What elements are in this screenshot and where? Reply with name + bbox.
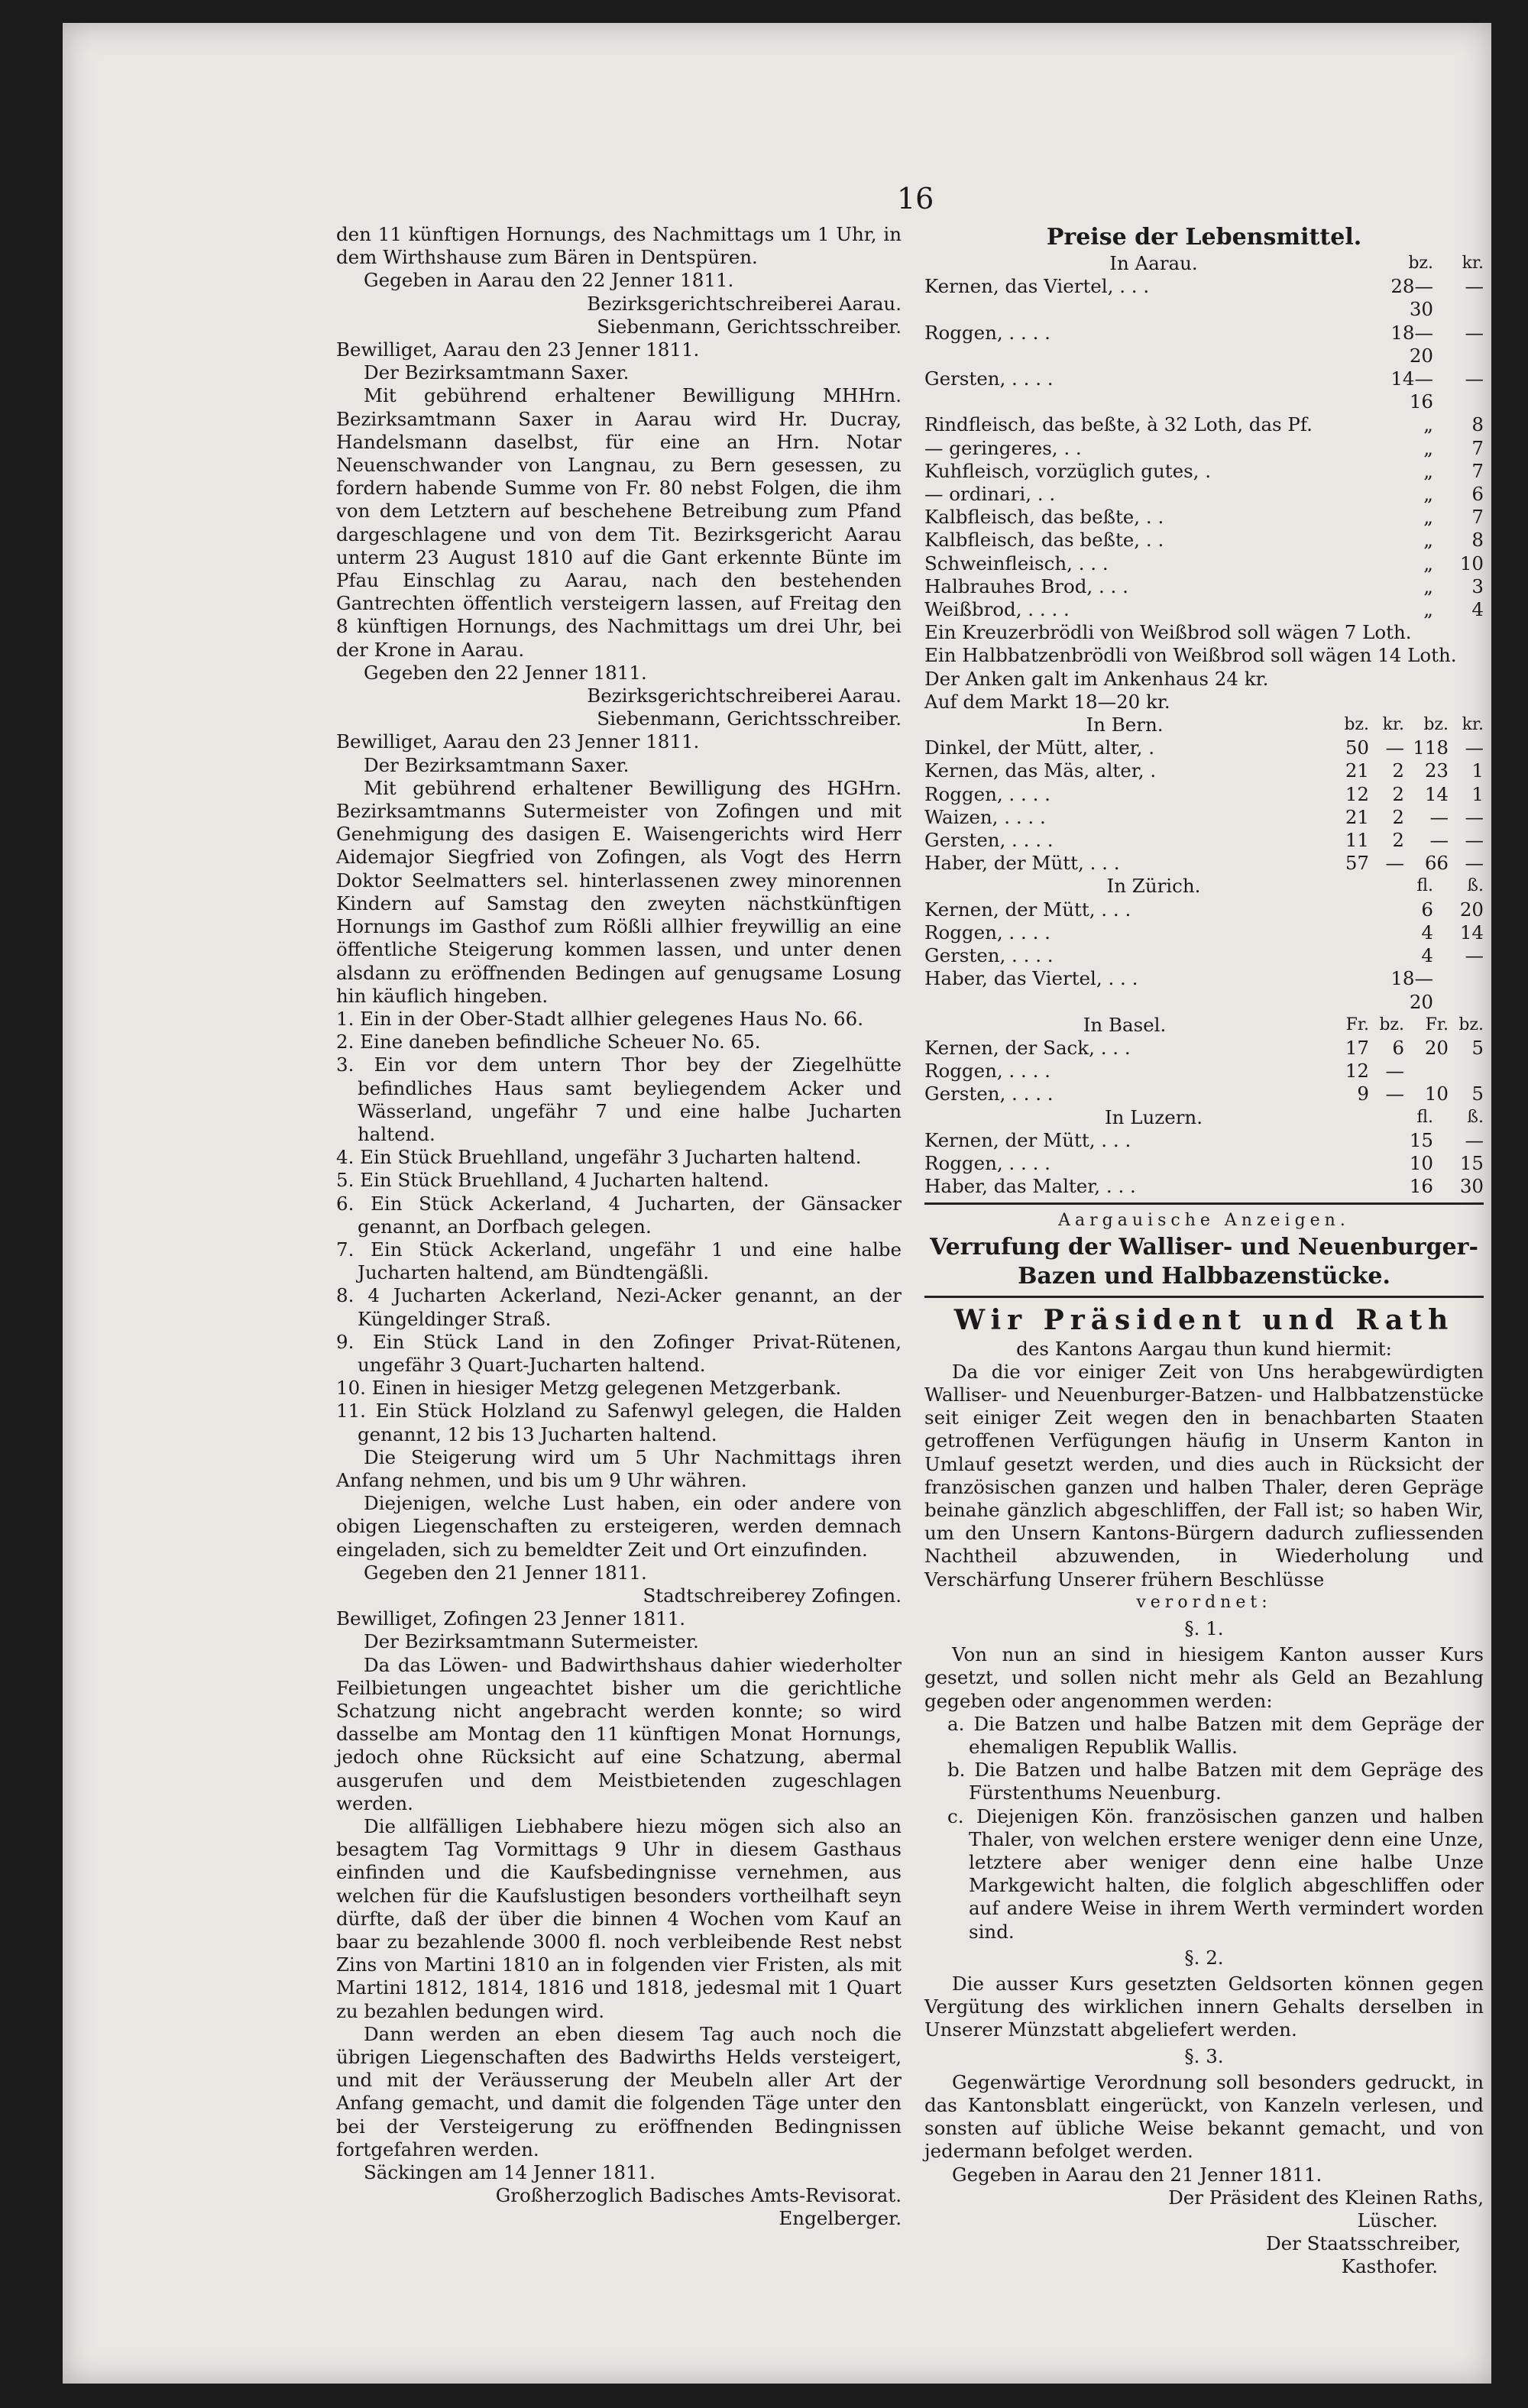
prices-aarau: In Aarau. bz. kr. Kernen, das Viertel, . . . 28—30 — Roggen, . . . . 18—20 — Gersten, . . . . 14—16 — Rindfleisch, das beßte, à 32 Loth, das Pf. „ 8 — geringeres, . . „ 7 Kuhfleisch, vorzüglich gutes, . „ 7 — ordinari, . . „ 6 Kalbfleisch, das beßte, . . „ 7 Kalbfleisch, das beßte, . . „ 8 Schweinfleisch, . . . „ 10 Halbrauhes Brod, . . . „ 3 Weißbrod, . . . . „ 4 Ein Kreuzerbrödli von Weißbrod soll wägen 7 Loth. Ein Halbbatzenbrödli von Weißbrod soll wägen 14 Loth. Der Anken galt im Ankenhaus 24 kr. Auf dem Markt 18—20 kr. <box>924 252 1484 713</box>
section-2-heading: §. 2. <box>1184 1946 1224 1969</box>
price-row <box>924 506 1484 529</box>
price-item: Kernen, der Sack, . . . <box>924 1036 1131 1059</box>
price-row <box>924 1152 1484 1175</box>
prices-basel-head: In Basel. <box>1083 1013 1167 1036</box>
price-item: Waizen, . . . . <box>924 805 1046 828</box>
price-value: 15 <box>1409 1128 1433 1151</box>
price-row <box>924 529 1484 552</box>
paragraph: Großherzoglich Badisches Amts-Revisorat. <box>495 2184 902 2207</box>
price-row <box>924 829 1484 852</box>
price-item: Roggen, . . . . <box>924 321 1050 344</box>
paragraph: Da das Löwen- und Badwirthshaus dahier wiederholter Feilbietungen ungeachtet bisher um die gerichtliche Schatzung nicht angebracht werden konnte; so wird dasselbe am Montag den 11 künftigen Monat Hornungs, jedoch ohne Rücksicht auf eine Schatzung, abermal ausgerufen und dem Meistbietenden zugeschlagen werden. <box>336 1653 902 1814</box>
price-value: 5 <box>1471 1083 1484 1105</box>
price-item: Roggen, . . . . <box>924 1060 1050 1083</box>
price-item: Weißbrod, . . . . <box>924 598 1070 621</box>
list-item: 4. Ein Stück Bruehlland, ungefähr 3 Jucharten haltend. <box>336 1146 862 1169</box>
announcement-verordnet: verordnet: <box>1136 1592 1272 1612</box>
price-value: 18—20 <box>1390 321 1433 367</box>
prices-luzern: In Luzern. fl. ß. Kernen, der Mütt, . . . 15 — Roggen, . . . . 10 15 Haber, das Malter, . . . 16 30 <box>924 1105 1484 1198</box>
price-item: Gersten, . . . . <box>924 829 1054 852</box>
price-value: „ <box>1423 459 1433 482</box>
price-value: 30 <box>1459 1175 1484 1198</box>
price-item: Kuhfleisch, vorzüglich gutes, . <box>924 459 1212 482</box>
list-item: 3. Ein vor dem untern Thor bey der Ziegelhütte befindliches Haus samt beyliegendem Acker und Wässerland, ungefähr 7 und eine halbe Jucharten haltend. <box>336 1054 902 1145</box>
price-value: 4 <box>1421 921 1433 943</box>
price-value: 23 <box>1424 759 1449 782</box>
prices-aarau-head: In Aarau. <box>1109 252 1198 274</box>
prices-title: Preise der Lebensmittel. <box>1046 224 1362 251</box>
price-item: Gersten, . . . . <box>924 367 1054 390</box>
price-value: 21 <box>1345 805 1369 828</box>
price-row <box>924 1060 1484 1083</box>
price-row <box>924 944 1484 967</box>
price-note: Ein Kreuzerbrödli von Weißbrod soll wägen 7 Loth. <box>924 621 1412 644</box>
price-row <box>924 759 1484 782</box>
paragraph: Der Bezirksamtmann Saxer. <box>364 361 630 384</box>
price-note: Ein Halbbatzenbrödli von Weißbrod soll wägen 14 Loth. <box>924 644 1457 667</box>
paragraph: Bewilliget, Aarau den 23 Jenner 1811. <box>336 730 700 753</box>
price-value: 57 <box>1345 852 1369 875</box>
section-title: Aargauische Anzeigen. <box>1058 1211 1350 1231</box>
price-item: Dinkel, der Mütt, alter, . <box>924 736 1154 759</box>
price-item: Halbrauhes Brod, . . . <box>924 574 1128 597</box>
price-row <box>924 322 1484 367</box>
price-value: 4 <box>1471 598 1484 621</box>
section-1-heading: §. 1. <box>1184 1617 1224 1639</box>
price-row <box>924 552 1484 575</box>
paragraph: den 11 künftigen Hornungs, des Nachmittags um 1 Uhr, in dem Wirthshause zum Bären in Dentspüren. <box>336 223 902 269</box>
price-value: 1 <box>1471 759 1484 782</box>
section-3-heading: §. 3. <box>1184 2044 1224 2067</box>
price-item: Haber, das Malter, . . . <box>924 1175 1136 1198</box>
price-value: 28—30 <box>1390 275 1433 321</box>
announcement-title: Verrufung der Walliser- und Neuenburger-Bazen und Halbbazenstücke. <box>930 1233 1478 1290</box>
price-row <box>924 1083 1484 1105</box>
announcement-item: b. Die Batzen und halbe Batzen mit dem Gepräge des Fürstenthums Neuenburg. <box>947 1759 1484 1804</box>
price-value: „ <box>1423 436 1433 459</box>
price-value: — <box>1385 1083 1404 1105</box>
signature-secretary-name: Kasthofer. <box>1341 2255 1438 2278</box>
price-row <box>924 921 1484 944</box>
price-item: Kernen, das Mäs, alter, . <box>924 759 1157 782</box>
paragraph: Siebenmann, Gerichtsschreiber. <box>597 707 902 730</box>
price-value: „ <box>1423 506 1433 529</box>
price-value: 18—20 <box>1390 967 1433 1013</box>
paragraph: Der Bezirksamtmann Sutermeister. <box>364 1630 699 1653</box>
price-row <box>924 367 1484 413</box>
list-item: 11. Ein Stück Holzland zu Safenwyl gelegen, die Halden genannt, 12 bis 13 Jucharten haltend. <box>336 1400 902 1445</box>
prices-zurich: In Zürich. fl. ß. Kernen, der Mütt, . . . 6 20 Roggen, . . . . 4 14 Gersten, . . . . 4 — Haber, das Viertel, . . . 18—20 <box>924 875 1484 1013</box>
price-value: — <box>1465 736 1484 759</box>
paragraph: Bezirksgerichtschreiberei Aarau. <box>587 292 902 315</box>
price-item: Gersten, . . . . <box>924 1083 1054 1105</box>
price-value: — <box>1465 805 1484 828</box>
price-value: 66 <box>1424 852 1449 875</box>
list-item: 8. 4 Jucharten Ackerland, Nezi-Acker genannt, an der Küngeldinger Straß. <box>336 1284 902 1330</box>
price-row <box>924 460 1484 483</box>
paragraph: Engelberger. <box>779 2207 902 2230</box>
price-value: 9 <box>1357 1083 1369 1105</box>
paragraph: Die allfälligen Liebhabere hiezu mögen sich also an besagtem Tag Vormittags 9 Uhr in diesem Gasthaus einfinden und die Kaufsbedingnisse vernehmen, aus welchen für die Kaufslustigen besonders vortheilhaft seyn dürfte, daß der über die binnen 4 Wochen vom Kauf an baar zu bezahlende 3000 fl. noch verbleibende Rest nebst Zins von Martini 1810 an in folgenden vier Fristen, als mit Martini 1812, 1814, 1816 und 1818, jedesmal mit 1 Quart zu bezahlen bedungen wird. <box>336 1815 902 2022</box>
announcement-body: Da die vor einiger Zeit von Uns herabgewürdigten Walliser- und Neuenburger-Batzen- und Halbbatzenstücke seit einiger Zeit wegen den in benachbarten Staaten getroffenen Verfügungen häufig in Unserm Kanton in Umlauf gesetzt werden, und dies auch in Rücksicht der französischen ganzen und halben Thaler, deren Gepräge beinahe gänzlich abgeschliffen, der Fall ist; so haben Wir, um den Unsern Kantons-Bürgern dadurch zufliessenden Nachtheil abzuwenden, in Wiederholung und Verschärfung Unserer frühern Beschlüsse <box>924 1360 1484 1591</box>
price-value: 7 <box>1471 459 1484 482</box>
price-value: — <box>1465 1128 1484 1151</box>
paragraph: Die Steigerung wird um 5 Uhr Nachmittags ihren Anfang nehmen, und bis um 9 Uhr währen. <box>336 1445 902 1491</box>
price-value: „ <box>1423 529 1433 552</box>
price-item: Haber, das Viertel, . . . <box>924 967 1138 990</box>
price-value: 5 <box>1471 1036 1484 1059</box>
announcement-date: Gegeben in Aarau den 21 Jenner 1811. <box>952 2163 1322 2186</box>
list-item: 5. Ein Stück Bruehlland, 4 Jucharten haltend. <box>336 1169 769 1192</box>
price-row <box>924 275 1484 321</box>
price-item: — ordinari, . . <box>924 483 1056 506</box>
prices-luzern-head: In Luzern. <box>1105 1105 1203 1128</box>
price-item: Roggen, . . . . <box>924 921 1050 943</box>
price-row <box>924 898 1484 921</box>
price-row <box>924 413 1484 436</box>
paragraph: Bewilliget, Aarau den 23 Jenner 1811. <box>336 338 700 361</box>
list-item: 10. Einen in hiesiger Metzg gelegenen Metzgerbank. <box>336 1377 842 1400</box>
price-value: — <box>1465 852 1484 875</box>
price-value: 7 <box>1471 436 1484 459</box>
price-item: Kalbfleisch, das beßte, . . <box>924 506 1164 529</box>
left-column <box>336 223 902 2231</box>
price-value: — <box>1465 275 1484 298</box>
announcement-banner: Wir Präsident und Rath <box>953 1303 1455 1336</box>
newspaper-page <box>63 23 1491 2384</box>
list-item: 2. Eine daneben befindliche Scheuer No. 65. <box>336 1031 761 1054</box>
price-note: Auf dem Markt 18—20 kr. <box>924 690 1170 713</box>
price-value: 10 <box>1409 1151 1433 1174</box>
price-value: „ <box>1423 552 1433 574</box>
price-value <box>1406 1060 1449 1083</box>
price-value: 17 <box>1345 1036 1369 1059</box>
price-value: — <box>1385 852 1404 875</box>
page-number: 16 <box>897 182 934 215</box>
paragraph: Gegeben in Aarau den 22 Jenner 1811. <box>364 269 734 292</box>
price-value: 14 <box>1459 921 1484 943</box>
price-value: — <box>1385 1060 1404 1083</box>
price-value: 1 <box>1471 782 1484 805</box>
price-value: 11 <box>1345 829 1369 852</box>
price-row <box>924 967 1484 1013</box>
prices-basel: In Basel. Fr. bz. Fr. bz. Kernen, der Sack, . . . 17 6 20 5 Roggen, . . . . 12 — Gersten, . . . . 9 — 10 5 <box>924 1013 1484 1105</box>
price-row <box>924 1175 1484 1198</box>
price-item: Roggen, . . . . <box>924 782 1050 805</box>
price-value: — <box>1465 367 1484 390</box>
paragraph: Siebenmann, Gerichtsschreiber. <box>597 315 902 338</box>
section-3-text: Gegenwärtige Verordnung soll besonders gedruckt, in das Kantonsblatt eingerückt, von Kanzeln verlesen, und sonsten auf übliche Weise bekannt gemacht, und von jedermann befolget werden. <box>924 2070 1484 2163</box>
price-row <box>924 806 1484 829</box>
price-value: 20 <box>1424 1036 1449 1059</box>
price-value: 6 <box>1392 1036 1404 1059</box>
list-item: 7. Ein Stück Ackerland, ungefähr 1 und eine halbe Jucharten haltend, am Bündtengäßli. <box>336 1238 902 1284</box>
price-item: Gersten, . . . . <box>924 944 1054 967</box>
price-value: 16 <box>1409 1175 1433 1198</box>
list-item: 9. Ein Stück Land in den Zofinger Privat-Rütenen, ungefähr 3 Quart-Jucharten haltend. <box>336 1330 902 1376</box>
price-item: Roggen, . . . . <box>924 1151 1050 1174</box>
paragraph: Diejenigen, welche Lust haben, ein oder andere von obigen Liegenschaften zu ersteigeren, werden demnach eingeladen, sich zu bemeldter Zeit und Ort einzufinden. <box>336 1492 902 1561</box>
paragraph: Bewilliget, Zofingen 23 Jenner 1811. <box>336 1607 686 1630</box>
price-value <box>1450 1060 1484 1083</box>
prices-zurich-head: In Zürich. <box>1106 875 1201 898</box>
price-value: „ <box>1423 574 1433 597</box>
price-value: 118 <box>1413 736 1449 759</box>
signature-president: Der Präsident des Kleinen Raths, <box>1168 2186 1484 2209</box>
price-row <box>924 1129 1484 1152</box>
price-item: Schweinfleisch, . . . <box>924 552 1109 574</box>
paragraph: Gegeben den 21 Jenner 1811. <box>364 1561 647 1584</box>
price-row <box>924 437 1484 460</box>
list-item: 1. Ein in der Ober-Stadt allhier gelegenes Haus No. 66. <box>336 1007 863 1030</box>
paragraph: Stadtschreiberey Zofingen. <box>643 1584 902 1607</box>
price-item: — geringeres, . . <box>924 436 1082 459</box>
right-column <box>924 223 1484 2279</box>
price-item: Haber, der Mütt, . . . <box>924 852 1120 875</box>
section-2-text: Die ausser Kurs gesetzten Geldsorten können gegen Vergütung des wirklichen innern Gehalts derselben in Unserer Münzstatt abgeliefert werden. <box>924 1973 1484 2041</box>
divider <box>924 1202 1484 1205</box>
paragraph: Der Bezirksamtmann Saxer. <box>364 753 630 776</box>
price-value: 14—16 <box>1390 367 1433 413</box>
announcement-intro: des Kantons Aargau thun kund hiermit: <box>1016 1337 1392 1360</box>
price-item: Kernen, das Viertel, . . . <box>924 275 1150 298</box>
price-value: „ <box>1423 598 1433 621</box>
price-value: — <box>1429 829 1449 852</box>
paragraph: Gegeben den 22 Jenner 1811. <box>364 661 647 684</box>
price-value: „ <box>1423 413 1433 436</box>
price-value: — <box>1465 829 1484 852</box>
prices-bern-head: In Bern. <box>1086 714 1164 736</box>
price-value <box>1436 967 1484 1013</box>
price-value: 14 <box>1424 782 1449 805</box>
price-row <box>924 1037 1484 1060</box>
price-value: 6 <box>1421 898 1433 921</box>
paragraph: Mit gebührend erhaltener Bewilligung MHHrn. Bezirksamtmann Saxer in Aarau wird Hr. Ducray, Handelsmann daselbst, für eine an Hrn. Notar Neuenschwander von Langnau, zu Bern gesessen, zu fordern habende Summe von Fr. 80 nebst Folgen, die ihm von dem Letztern auf beschehene Betreibung zum Pfand dargeschlagene und von dem Tit. Bezirksgericht Aarau unterm 23 August 1810 auf die Gant erkennte Bünte im Pfau Einschlag zu Aarau, nach den bestehenden Gantrechten öffentlich versteigern lassen, auf Freitag den 8 künftigen Hornungs, des Nachmittags um drei Uhr, bei der Krone in Aarau. <box>336 384 902 661</box>
price-value: 20 <box>1459 898 1484 921</box>
price-value: 2 <box>1392 759 1404 782</box>
price-row <box>924 483 1484 506</box>
price-item: Kernen, der Mütt, . . . <box>924 898 1131 921</box>
price-value: 50 <box>1345 736 1369 759</box>
price-value: — <box>1385 736 1404 759</box>
price-value: 8 <box>1471 529 1484 552</box>
price-value: 2 <box>1392 805 1404 828</box>
price-item: Rindfleisch, das beßte, à 32 Loth, das Pf. <box>924 413 1313 436</box>
signature-president-name: Lüscher. <box>1357 2209 1438 2232</box>
list-item: 6. Ein Stück Ackerland, 4 Jucharten, der Gänsacker genannt, an Dorfbach gelegen. <box>336 1192 902 1238</box>
divider <box>924 1296 1484 1298</box>
price-value: „ <box>1423 483 1433 506</box>
price-value: 10 <box>1459 552 1484 574</box>
price-value: 21 <box>1345 759 1369 782</box>
price-value: 2 <box>1392 829 1404 852</box>
price-value: 7 <box>1471 506 1484 529</box>
price-value: 10 <box>1424 1083 1449 1105</box>
price-row <box>924 783 1484 806</box>
price-value: 4 <box>1421 944 1433 967</box>
price-value: 6 <box>1471 483 1484 506</box>
price-note: Der Anken galt im Ankenhaus 24 kr. <box>924 667 1269 690</box>
price-row <box>924 598 1484 621</box>
price-value: 12 <box>1345 782 1369 805</box>
price-row <box>924 852 1484 875</box>
section-1-text: Von nun an sind in hiesigem Kanton ausser Kurs gesetzt, und sollen nicht mehr als Geld an Bezahlung gegeben oder angenommen werden: <box>924 1643 1484 1712</box>
price-value: 8 <box>1471 413 1484 436</box>
paragraph: Säckingen am 14 Jenner 1811. <box>364 2161 656 2184</box>
price-item: Kalbfleisch, das beßte, . . <box>924 529 1164 552</box>
announcement-item: c. Diejenigen Kön. französischen ganzen und halben Thaler, von welchen erstere weniger denn eine Unze, letztere aber weniger denn eine halbe Unze Markgewicht halten, die folglich abgeschliffen oder auf andere Weise in ihrem Werth vermindert worden sind. <box>947 1804 1484 1943</box>
prices-bern: In Bern. bz. kr. bz. kr. Dinkel, der Mütt, alter, . 50 — 118 — Kernen, das Mäs, alter, . 21 2 23 1 Roggen, . . . . 12 2 14 1 Waizen, . . . . 21 2 — — Gersten, . . . . 11 2 — — Haber, der Mütt, . . . 57 — 66 — <box>924 714 1484 875</box>
announcement-item: a. Die Batzen und halbe Batzen mit dem Gepräge der ehemaligen Republik Wallis. <box>947 1712 1484 1758</box>
price-row <box>924 736 1484 759</box>
paragraph: Dann werden an eben diesem Tag auch noch die übrigen Liegenschaften des Badwirths Helds versteigert, und mit der Veräusserung der Meubeln aller Art der Anfang gemacht, und damit die folgenden Täge unter den bei der Versteigerung zu eröffnenden Bedingnissen fortgefahren werden. <box>336 2022 902 2160</box>
price-value: 15 <box>1459 1151 1484 1174</box>
signature-secretary: Der Staatsschreiber, <box>1265 2232 1461 2255</box>
paragraph: Bezirksgerichtschreiberei Aarau. <box>587 685 902 707</box>
price-value: — <box>1465 321 1484 344</box>
price-value: — <box>1465 944 1484 967</box>
price-value: 3 <box>1471 574 1484 597</box>
price-row <box>924 575 1484 598</box>
price-value: — <box>1429 805 1449 828</box>
price-item: Kernen, der Mütt, . . . <box>924 1128 1131 1151</box>
price-value: 12 <box>1345 1060 1369 1083</box>
paragraph: Mit gebührend erhaltener Bewilligung des HGHrn. Bezirksamtmanns Sutermeister von Zofingen und mit Genehmigung des dasigen E. Waisengerichts wird Herr Aidemajor Siegfried von Zofingen, als Vogt des Herrn Doktor Seelmatters sel. hinterlassenen zwey minorennen Kindern auf Samstag den zweyten nächstkünftigen Hornungs im Gasthof zum Rößli allhier freywillig an eine öffentliche Steigerung kommen lassen, und unter denen alsdann zu eröffnenden Bedingen auf genugsame Losung hin käuflich hingeben. <box>336 776 902 1007</box>
price-value: 2 <box>1392 782 1404 805</box>
